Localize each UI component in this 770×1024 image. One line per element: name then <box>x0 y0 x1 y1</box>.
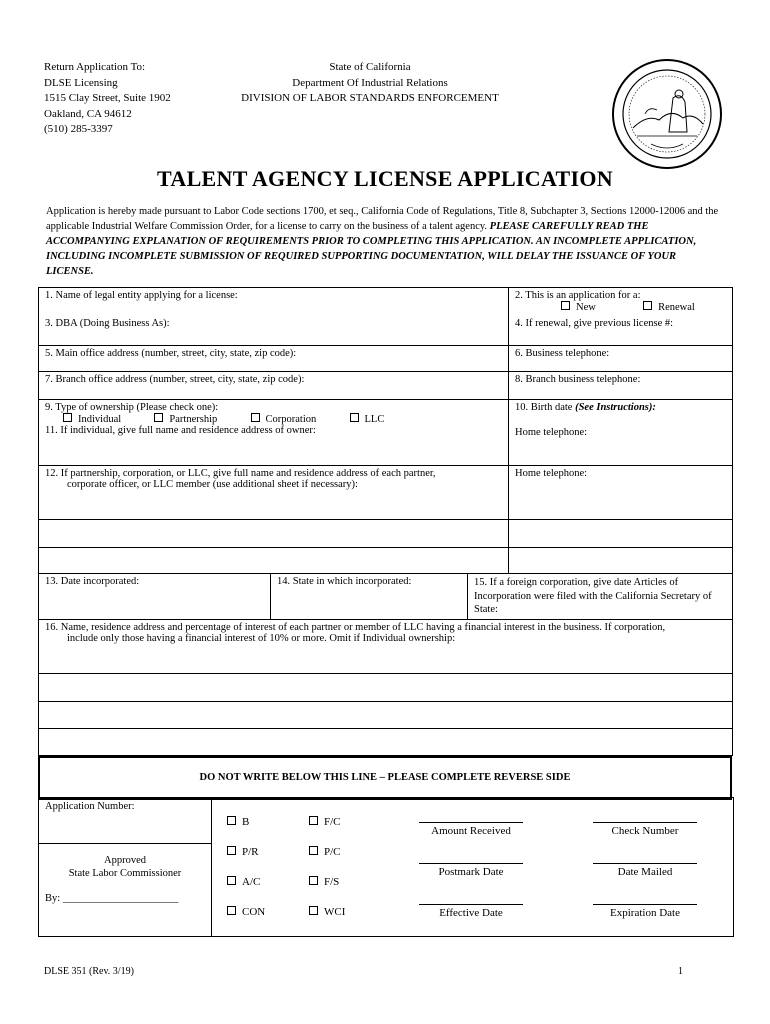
code-label: A/C <box>242 876 261 888</box>
expiration-date-field[interactable] <box>593 904 697 937</box>
field-label: 3. DBA (Doing Business As): <box>45 317 170 329</box>
code-label: WCI <box>324 906 346 918</box>
field-label: 16. Name, residence address and percentage of interest of each partner or member of LLC having a financial interest in the business. If corporation, <box>45 621 666 633</box>
field-label-owner: 11. If individual, give full name and residence address of owner: <box>45 425 316 436</box>
field-label: 1. Name of legal entity applying for a license: <box>45 290 238 301</box>
code-checkbox[interactable] <box>227 906 236 915</box>
intro-text: Application is hereby made pursuant to Labor Code sections 1700, et seq., California Code of Regulations, Title 8, Subchapter 3, Sections 12000-12006 and the applicable Industrial Welfare Commission Order, for a license to carry on the business of a talent agency. <box>46 206 719 232</box>
intro-warning: PLEASE CAREFULLY READ THE ACCOMPANYING EXPLANATION OF REQUIREMENTS PRIOR TO COMPLETING THIS APPLICATION. AN INCOMPLETE APPLICATION, INCLUDING INCOMPLETE SUBMISSION OF REQUIRED SUPPORTING DOCUMENTATION, WILL DELAY THE ISSUANCE OF YOUR LICENSE. <box>46 221 697 277</box>
code-checkbox[interactable] <box>309 876 318 885</box>
corporation-checkbox[interactable] <box>251 413 260 422</box>
code-checkbox[interactable] <box>309 906 318 915</box>
code-label: F/C <box>324 816 341 828</box>
new-checkbox[interactable] <box>561 301 570 310</box>
checkbox-label: LLC <box>364 414 385 425</box>
agency-header <box>200 60 540 107</box>
field-previous-license[interactable] <box>509 316 733 346</box>
individual-checkbox[interactable] <box>63 413 72 422</box>
field-branch-telephone[interactable] <box>509 372 733 400</box>
field-label: 14. State in which incorporated: <box>277 576 412 587</box>
state-seal-icon <box>611 58 723 170</box>
do-not-write-banner <box>38 756 732 800</box>
field-application-type[interactable] <box>509 288 733 316</box>
banner-text: DO NOT WRITE BELOW THIS LINE – PLEASE COMPLETE REVERSE SIDE <box>199 772 571 783</box>
field-label: 12. If partnership, corporation, or LLC, give full name and residence address of each partner, <box>45 468 436 479</box>
field-label: 10. Birth date <box>515 402 576 413</box>
office-field-label: Date Mailed <box>617 866 673 878</box>
application-form <box>38 287 733 756</box>
commissioner-label: State Labor Commissioner <box>68 868 182 879</box>
code-checkbox[interactable] <box>227 876 236 885</box>
code-checkbox[interactable] <box>227 846 236 855</box>
office-field-label: Expiration Date <box>610 907 680 919</box>
code-label: CON <box>242 906 266 918</box>
approved-label: Approved <box>104 855 146 866</box>
partner-entry-row[interactable] <box>39 520 509 548</box>
field-partner-telephone[interactable] <box>509 466 733 520</box>
office-field-label: Check Number <box>611 825 679 837</box>
amount-received-field[interactable] <box>419 822 523 863</box>
renewal-checkbox[interactable] <box>643 301 652 310</box>
office-field-label: Amount Received <box>431 825 511 837</box>
interest-entry-row[interactable] <box>39 701 733 728</box>
code-label: P/R <box>242 846 259 858</box>
code-checkbox[interactable] <box>309 816 318 825</box>
field-label: 4. If renewal, give previous license #: <box>515 317 674 329</box>
office-column-1 <box>419 822 523 937</box>
field-foreign-corporation[interactable] <box>468 574 733 620</box>
field-ownership[interactable] <box>39 400 509 466</box>
return-address <box>44 60 171 138</box>
code-label: P/C <box>324 846 341 858</box>
postmark-date-field[interactable] <box>419 863 523 904</box>
checkbox-label: Corporation <box>265 414 317 425</box>
return-line: Oakland, CA 94612 <box>44 107 132 120</box>
codes-left <box>227 816 265 936</box>
checkbox-label: Partnership <box>169 414 218 425</box>
checkbox-label: Individual <box>78 414 122 425</box>
return-line: 1515 Clay Street, Suite 1902 <box>44 92 171 104</box>
agency-line: State of California <box>329 61 411 73</box>
field-label: 7. Branch office address (number, street, city, state, zip code): <box>45 374 305 385</box>
page-number: 1 <box>678 966 683 977</box>
field-legal-entity[interactable] <box>39 288 509 316</box>
agency-line: Department Of Industrial Relations <box>292 76 448 89</box>
field-label: corporate officer, or LLC member (use additional sheet if necessary): <box>67 479 358 490</box>
code-checkbox[interactable] <box>309 846 318 855</box>
field-financial-interest[interactable] <box>39 619 733 673</box>
field-label: 13. Date incorporated: <box>45 576 140 587</box>
office-use-section <box>38 797 734 937</box>
home-telephone-label: Home telephone: <box>515 468 588 479</box>
field-date-incorporated[interactable] <box>39 574 271 620</box>
code-checkbox[interactable] <box>227 816 236 825</box>
field-label: include only those having a financial interest of 10% or more. Omit if Individual ownership: <box>67 632 456 644</box>
code-label: F/S <box>324 876 340 888</box>
field-label: 8. Branch business telephone: <box>515 374 641 385</box>
approval-box <box>39 843 212 936</box>
partner-entry-cell[interactable] <box>509 520 733 548</box>
return-line: Return Application To: <box>44 61 146 73</box>
office-field-label: Effective Date <box>439 907 503 919</box>
office-field-label: Postmark Date <box>438 866 504 878</box>
field-branch-office[interactable] <box>39 372 509 400</box>
home-telephone-label: Home telephone: <box>515 427 588 438</box>
field-state-incorporated[interactable] <box>271 574 468 620</box>
interest-entry-row[interactable] <box>39 673 733 701</box>
partnership-checkbox[interactable] <box>154 413 163 422</box>
field-main-office[interactable] <box>39 346 509 372</box>
checkbox-label: Renewal <box>658 302 695 313</box>
field-partners[interactable] <box>39 466 509 520</box>
field-business-telephone[interactable] <box>509 346 733 372</box>
field-birth-date[interactable] <box>509 400 733 466</box>
page-title: TALENT AGENCY LICENSE APPLICATION <box>157 166 613 191</box>
field-label-emphasis: (See Instructions): <box>575 402 656 413</box>
intro-paragraph <box>46 204 726 279</box>
checkbox-label: New <box>576 302 596 313</box>
code-label: B <box>242 816 250 828</box>
interest-entry-row[interactable] <box>39 728 733 755</box>
field-dba[interactable] <box>39 316 509 346</box>
partner-entry-cell[interactable] <box>509 548 733 574</box>
field-label: 2. This is an application for a: <box>515 290 641 301</box>
field-label: 9. Type of ownership (Please check one): <box>45 402 219 413</box>
codes-right <box>309 816 345 936</box>
office-column-2 <box>593 822 697 937</box>
llc-checkbox[interactable] <box>350 413 359 422</box>
check-number-field[interactable] <box>593 822 697 863</box>
field-label: 15. If a foreign corporation, give date Articles of Incorporation were filed with the California Secretary of State: <box>474 577 712 615</box>
date-mailed-field[interactable] <box>593 863 697 904</box>
application-number-box <box>39 798 212 844</box>
by-signature-line[interactable]: By: ______________________ <box>45 893 179 904</box>
application-number-label: Application Number: <box>45 801 135 812</box>
effective-date-field[interactable] <box>419 904 523 937</box>
partner-entry-row[interactable] <box>39 548 509 574</box>
field-label: 5. Main office address (number, street, city, state, zip code): <box>45 348 297 359</box>
return-line: (510) 285-3397 <box>44 123 113 135</box>
field-label: 6. Business telephone: <box>515 348 610 359</box>
form-id: DLSE 351 (Rev. 3/19) <box>44 966 134 977</box>
return-line: DLSE Licensing <box>44 76 118 89</box>
agency-line: DIVISION OF LABOR STANDARDS ENFORCEMENT <box>241 92 499 104</box>
